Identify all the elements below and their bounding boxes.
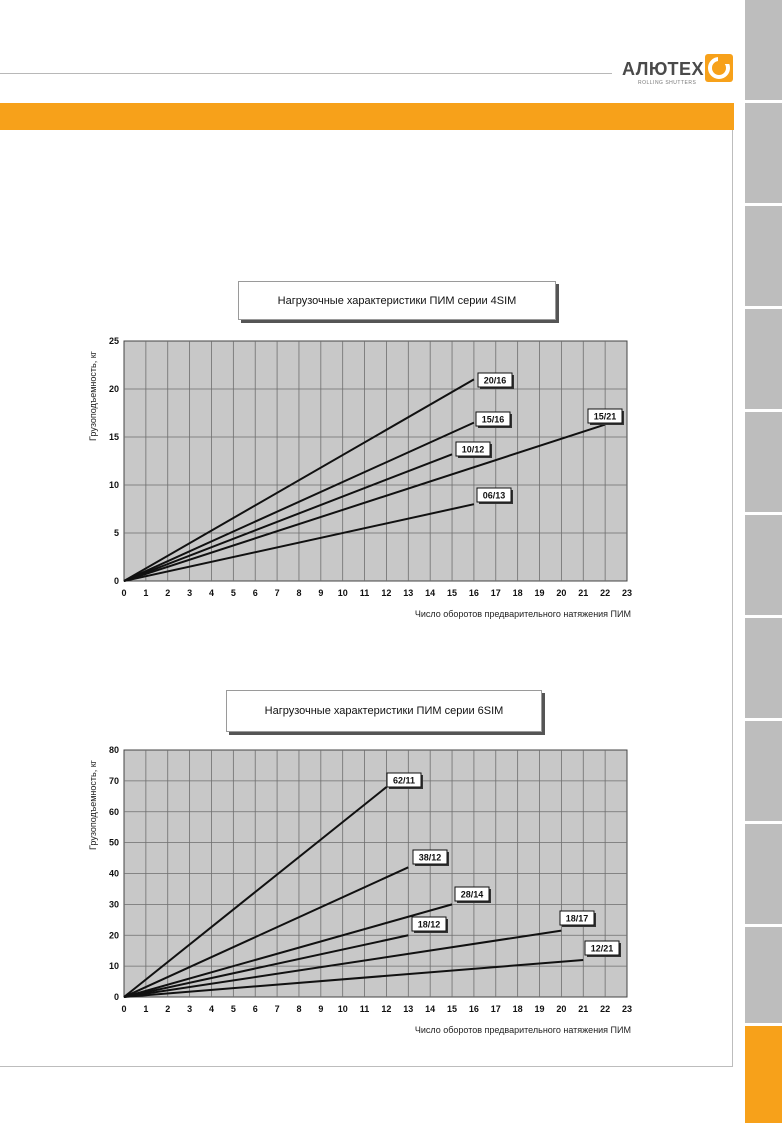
series-label-10-12 bbox=[456, 442, 492, 458]
y-tick-label: 50 bbox=[108, 837, 119, 848]
x-tick-label: 1 bbox=[143, 1004, 149, 1014]
x-tick-label: 0 bbox=[121, 588, 127, 598]
y-tick-label: 15 bbox=[108, 432, 119, 442]
x-tick-label: 0 bbox=[121, 1004, 127, 1014]
x-tick-label: 21 bbox=[578, 588, 589, 598]
series-label-28-14 bbox=[455, 887, 491, 903]
x-tick-label: 2 bbox=[165, 588, 171, 598]
svg-text:18/17: 18/17 bbox=[565, 913, 589, 924]
x-tick-label: 10 bbox=[337, 588, 348, 598]
y-tick-label: 70 bbox=[108, 775, 119, 786]
series-label-15-21 bbox=[588, 409, 624, 425]
x-tick-label: 9 bbox=[318, 1004, 324, 1014]
x-tick-label: 23 bbox=[621, 588, 633, 598]
svg-text:12/21: 12/21 bbox=[590, 943, 614, 954]
x-tick-label: 20 bbox=[556, 588, 567, 598]
series-label-20-16 bbox=[478, 373, 514, 389]
chart-4sim bbox=[88, 336, 632, 619]
plot-area bbox=[124, 341, 627, 581]
x-tick-label: 11 bbox=[359, 1004, 370, 1014]
brand-tagline: ROLLING SHUTTERS bbox=[638, 80, 697, 86]
x-tick-label: 15 bbox=[447, 588, 458, 598]
x-tick-label: 19 bbox=[534, 1004, 545, 1014]
x-tick-label: 18 bbox=[512, 588, 523, 598]
x-axis-title: Число оборотов предварительного натяжения ПИМ bbox=[414, 1025, 631, 1035]
x-axis-title: Число оборотов предварительного натяжения ПИМ bbox=[414, 609, 631, 619]
x-tick-label: 16 bbox=[468, 588, 479, 598]
y-tick-label: 0 bbox=[113, 992, 119, 1002]
series-label-15-16 bbox=[476, 412, 512, 428]
chart-6sim bbox=[88, 745, 632, 1035]
y-tick-label: 60 bbox=[108, 806, 119, 817]
chart-title-6sim: Нагрузочные характеристики ПИМ серии 6SIM bbox=[226, 690, 542, 732]
x-tick-label: 1 bbox=[143, 588, 149, 598]
y-tick-label: 20 bbox=[108, 384, 119, 394]
y-tick-label: 40 bbox=[108, 868, 119, 879]
x-tick-label: 3 bbox=[187, 1004, 193, 1014]
x-tick-label: 22 bbox=[600, 1004, 611, 1014]
brand-name: АЛЮТЕХ bbox=[622, 59, 704, 79]
chart-title-4sim: Нагрузочные характеристики ПИМ серии 4SIM bbox=[238, 281, 556, 320]
x-tick-label: 7 bbox=[274, 588, 280, 598]
series-label-38-12 bbox=[413, 850, 449, 866]
x-tick-label: 18 bbox=[512, 1004, 523, 1014]
x-tick-label: 22 bbox=[600, 588, 611, 598]
x-tick-label: 5 bbox=[230, 588, 236, 598]
x-tick-label: 11 bbox=[359, 588, 370, 598]
series-label-18-12 bbox=[412, 917, 448, 933]
y-axis-title: Грузоподъемность, кг bbox=[88, 351, 98, 441]
y-tick-label: 80 bbox=[108, 745, 119, 755]
series-label-12-21 bbox=[585, 941, 621, 957]
y-tick-label: 10 bbox=[108, 480, 119, 490]
svg-text:15/21: 15/21 bbox=[593, 411, 617, 422]
y-tick-label: 0 bbox=[113, 576, 119, 586]
x-tick-label: 6 bbox=[252, 1004, 258, 1014]
x-tick-label: 5 bbox=[230, 1004, 236, 1014]
svg-text:06/13: 06/13 bbox=[482, 490, 506, 501]
x-tick-label: 14 bbox=[425, 588, 436, 598]
x-tick-label: 16 bbox=[468, 1004, 479, 1014]
x-tick-label: 12 bbox=[381, 1004, 392, 1014]
x-tick-label: 13 bbox=[403, 1004, 414, 1014]
x-tick-label: 19 bbox=[534, 588, 545, 598]
x-tick-label: 2 bbox=[165, 1004, 171, 1014]
x-tick-label: 4 bbox=[208, 588, 214, 598]
x-tick-label: 8 bbox=[296, 588, 302, 598]
y-tick-label: 5 bbox=[113, 528, 119, 538]
series-label-18-17 bbox=[560, 911, 596, 927]
x-tick-label: 15 bbox=[447, 1004, 458, 1014]
y-tick-label: 20 bbox=[108, 930, 119, 941]
svg-text:20/16: 20/16 bbox=[483, 375, 507, 386]
x-tick-label: 17 bbox=[490, 588, 501, 598]
series-label-62-11 bbox=[387, 773, 423, 789]
x-tick-label: 12 bbox=[381, 588, 392, 598]
x-tick-label: 20 bbox=[556, 1004, 567, 1014]
series-label-06-13 bbox=[477, 488, 513, 504]
svg-text:15/16: 15/16 bbox=[481, 414, 505, 425]
x-tick-label: 6 bbox=[252, 588, 258, 598]
x-tick-label: 23 bbox=[621, 1004, 633, 1014]
svg-text:38/12: 38/12 bbox=[418, 852, 442, 863]
x-tick-label: 3 bbox=[187, 588, 193, 598]
svg-text:62/11: 62/11 bbox=[392, 775, 416, 786]
x-tick-label: 7 bbox=[274, 1004, 280, 1014]
x-tick-label: 9 bbox=[318, 588, 324, 598]
svg-text:18/12: 18/12 bbox=[417, 919, 441, 930]
y-tick-label: 10 bbox=[108, 961, 119, 972]
y-tick-label: 25 bbox=[108, 336, 119, 346]
x-tick-label: 21 bbox=[578, 1004, 589, 1014]
svg-text:10/12: 10/12 bbox=[461, 444, 485, 455]
x-tick-label: 17 bbox=[490, 1004, 501, 1014]
x-tick-label: 14 bbox=[425, 1004, 436, 1014]
x-tick-label: 10 bbox=[337, 1004, 348, 1014]
x-tick-label: 4 bbox=[208, 1004, 214, 1014]
y-tick-label: 30 bbox=[108, 899, 119, 910]
x-tick-label: 13 bbox=[403, 588, 414, 598]
svg-text:28/14: 28/14 bbox=[460, 889, 484, 900]
y-axis-title: Грузоподъемность, кг bbox=[88, 760, 98, 850]
x-tick-label: 8 bbox=[296, 1004, 302, 1014]
